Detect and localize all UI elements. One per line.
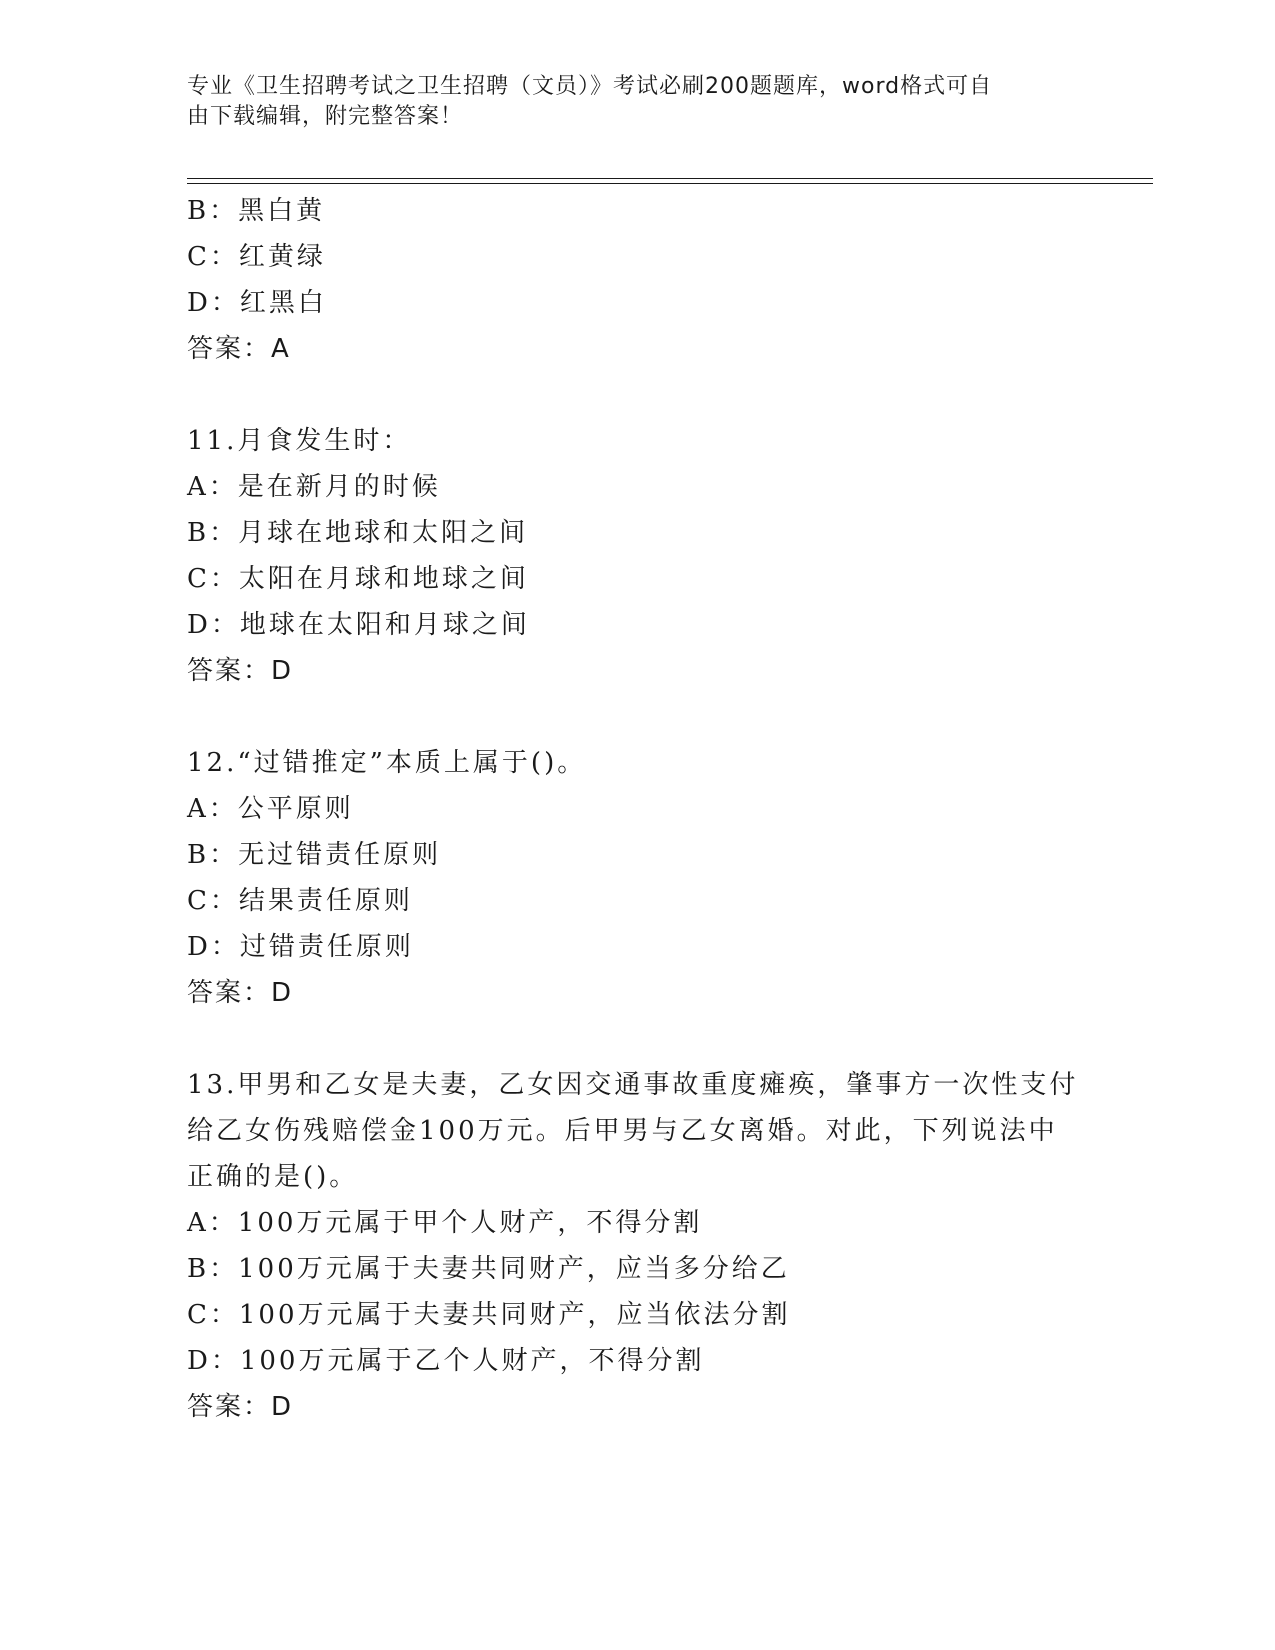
option-b: B：100万元属于夫妻共同财产，应当多分给乙	[187, 1254, 790, 1284]
question-stem: 12.“过错推定”本质上属于()。	[187, 748, 587, 778]
question-13	[187, 1062, 1087, 1430]
option-b: B：黑白黄	[187, 196, 326, 226]
option-b: B：月球在地球和太阳之间	[187, 518, 529, 548]
header-divider-top	[187, 178, 1153, 179]
question-12	[187, 740, 1087, 1016]
option-c: C：红黄绿	[187, 242, 326, 272]
option-c: C：结果责任原则	[187, 886, 413, 916]
option-a: A：公平原则	[187, 794, 354, 824]
option-a: A：100万元属于甲个人财产，不得分割	[187, 1208, 703, 1238]
answer: 答案：A	[187, 334, 291, 364]
answer: 答案：D	[187, 656, 294, 686]
spacer	[187, 1016, 1087, 1062]
question-stem-line-2: 给乙女伤残赔偿金100万元。后甲男与乙女离婚。对此，下列说法中	[187, 1116, 1058, 1146]
option-c: C：太阳在月球和地球之间	[187, 564, 529, 594]
answer: 答案：D	[187, 1392, 294, 1422]
header-line-2: 由下载编辑，附完整答案！	[187, 104, 464, 129]
question-11	[187, 418, 1087, 694]
option-a: A：是在新月的时候	[187, 472, 441, 502]
option-d: D：过错责任原则	[187, 932, 414, 962]
question-10	[187, 188, 1087, 372]
question-stem-line-1: 13.甲男和乙女是夫妻，乙女因交通事故重度瘫痪，肇事方一次性支付	[187, 1070, 1079, 1100]
option-c: C：100万元属于夫妻共同财产，应当依法分割	[187, 1300, 791, 1330]
document-header	[187, 72, 1067, 132]
option-d: D：红黑白	[187, 288, 327, 318]
header-divider-bottom	[187, 183, 1153, 184]
option-b: B：无过错责任原则	[187, 840, 442, 870]
header-line-1: 专业《卫生招聘考试之卫生招聘（文员）》考试必刷200题题库，word格式可自	[187, 74, 993, 99]
spacer	[187, 694, 1087, 740]
question-list	[187, 188, 1087, 1430]
option-d: D：100万元属于乙个人财产，不得分割	[187, 1346, 705, 1376]
option-d: D：地球在太阳和月球之间	[187, 610, 530, 640]
question-stem: 11.月食发生时：	[187, 426, 412, 456]
question-stem-line-3: 正确的是()。	[187, 1162, 359, 1192]
answer: 答案：D	[187, 978, 294, 1008]
spacer	[187, 372, 1087, 418]
